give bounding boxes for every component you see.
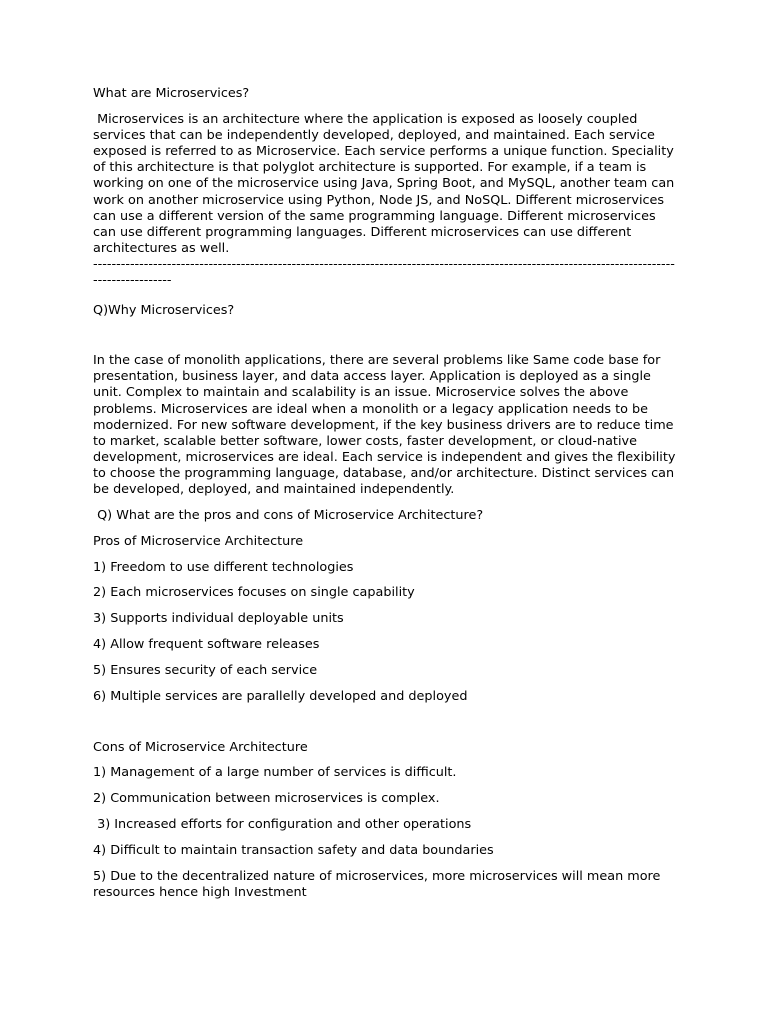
pros-list: [93, 560, 678, 705]
q3-heading: Q) What are the pros and cons of Microservice Architecture?: [93, 508, 484, 524]
cons-list: [93, 765, 678, 900]
pros-item: 3) Supports individual deployable units: [93, 611, 344, 627]
pros-heading: Pros of Microservice Architecture: [93, 533, 304, 549]
cons-item: 5) Due to the decentralized nature of microservices, more microservices will mean more resources hence high Investment: [93, 868, 665, 900]
q2-answer: In the case of monolith applications, there are several problems like Same code base for presentation, business layer, and data access layer. Application is deployed as a single unit. Complex to maintain and scalability is an issue. Microservice solves the above problems. Microservices are ideal when a monolith or a legacy application needs to be modernized. For new software development, if the key business drivers are to reduce time to market, scalable better software, lower costs, faster development, or cloud-native development, microservices are ideal. Each service is independent and gives the flexibility to choose the programming language, database, and/or architecture. Distinct services can be developed, deployed, and maintained independently.: [93, 353, 680, 497]
document-page: [93, 86, 678, 910]
cons-item: 4) Difficult to maintain transaction safety and data boundaries: [93, 842, 494, 858]
pros-item: 1) Freedom to use different technologies: [93, 559, 354, 575]
q1-answer: Microservices is an architecture where the application is exposed as loosely coupled services that can be independently developed, deployed, and maintained. Each service exposed is referred to as Microservice. Each service performs a unique function. Speciality of this architecture is that polyglot architecture is supported. For example, if a team is working on one of the microservice using Java, Spring Boot, and MySQL, another team can work on another microservice using Python, Node JS, and NoSQL. Different microservices can use a different version of the same programming language. Different microservices can use different programming languages. Different microservices can use different architectures as well.: [93, 112, 679, 256]
pros-item: 4) Allow frequent software releases: [93, 636, 320, 652]
pros-item: 6) Multiple services are parallelly developed and deployed: [93, 688, 468, 704]
pros-item: 2) Each microservices focuses on single capability: [93, 585, 415, 601]
q2-heading: Q)Why Microservices?: [93, 303, 235, 319]
cons-heading: Cons of Microservice Architecture: [93, 739, 308, 755]
cons-item: 2) Communication between microservices is complex.: [93, 791, 440, 807]
separator-line: -----------------------------------------------------------------------------------------------------------------------------------------------: [93, 256, 675, 289]
cons-item: 1) Management of a large number of services is difficult.: [93, 765, 457, 781]
q1-heading: What are Microservices?: [93, 86, 250, 101]
cons-item: 3) Increased efforts for configuration and other operations: [93, 816, 472, 832]
pros-item: 5) Ensures security of each service: [93, 662, 318, 678]
